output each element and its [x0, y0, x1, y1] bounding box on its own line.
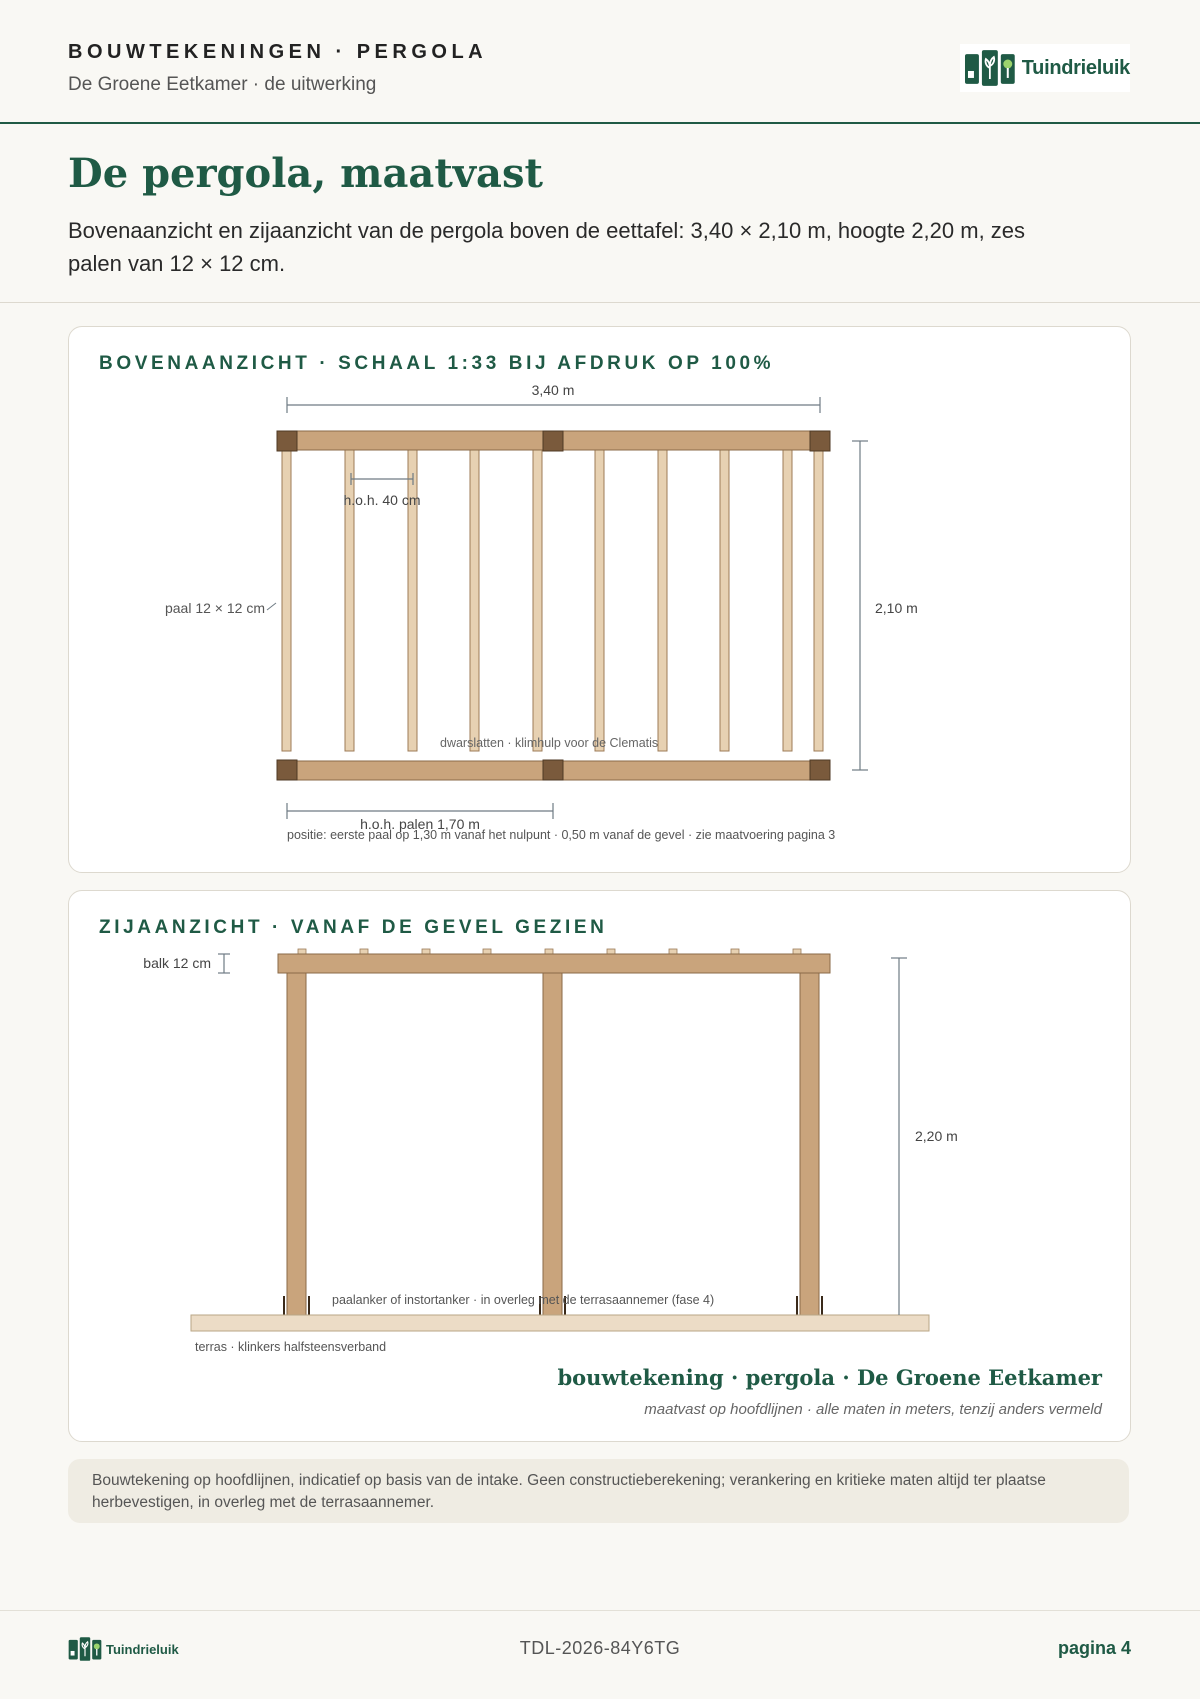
slat-end: [669, 949, 677, 954]
slat: [783, 431, 792, 751]
drawing-signature-title: bouwtekening · pergola · De Groene Eetkamer: [557, 1365, 1102, 1390]
side-post-left: [287, 973, 306, 1315]
header-subline: De Groene Eetkamer · de uitwerking: [68, 74, 377, 95]
slat: [658, 431, 667, 751]
top-view-card: [68, 326, 1131, 873]
slat-end: [360, 949, 368, 954]
slat-spacing-text: h.o.h. 40 cm: [343, 492, 421, 508]
slat-end: [298, 949, 306, 954]
top-view-label: BOVENAANZICHT · SCHAAL 1:33 BIJ AFDRUK OP 100%: [99, 353, 775, 374]
depth-dimension: [852, 441, 918, 770]
document-id: TDL-2026-84Y6TG: [519, 1638, 681, 1658]
slat-end: [731, 949, 739, 954]
post: [277, 431, 297, 451]
slat-end: [607, 949, 615, 954]
height-dimension-text: 2,20 m: [915, 1128, 958, 1144]
side-post-right: [800, 973, 819, 1315]
side-post-middle: [543, 973, 562, 1315]
side-beam: [278, 954, 830, 973]
slat-end: [545, 949, 553, 954]
post-label: paal 12 × 12 cm: [164, 600, 265, 616]
post: [543, 431, 563, 451]
slat: [533, 431, 542, 751]
page-title: De pergola, maatvast: [68, 150, 543, 197]
page-footer: [0, 1610, 1200, 1699]
page-lead: Bovenaanzicht en zijaanzicht van de pergola boven de eettafel: 3,40 × 2,10 m, hoogte 2,20 m, zes palen van 12 × 12 cm.: [68, 218, 1026, 276]
post: [277, 760, 297, 780]
anchor-note: paalanker of instortanker · in overleg met de terrasaannemer (fase 4): [332, 1293, 715, 1307]
slat-end: [422, 949, 430, 954]
page-number: pagina 4: [1057, 1638, 1131, 1658]
footer-logo-wordmark: Tuindrieluik: [106, 1641, 179, 1657]
header-eyebrow: BOUWTEKENINGEN · PERGOLA: [68, 41, 488, 63]
posts: [277, 431, 830, 780]
slat: [595, 431, 604, 751]
disclaimer-text: Bouwtekening op hoofdlijnen, indicatief op basis van de intake. Geen constructieberekening; verankering en kritieke maten altijd ter plaatse herbevestigen, in overleg met de terrasaannemer.: [92, 1472, 1046, 1511]
disclaimer-note: [68, 1459, 1129, 1523]
brand-logo: [960, 44, 1130, 92]
side-view-label: ZIJAANZICHT · VANAF DE GEVEL GEZIEN: [99, 917, 608, 938]
width-dimension: [287, 382, 820, 413]
slat-end: [793, 949, 801, 954]
slat-end: [483, 949, 491, 954]
top-view-drawing: [69, 327, 1130, 872]
side-view-drawing: [69, 891, 1130, 1441]
drawing-signature-subtitle: maatvast op hoofdlijnen · alle maten in meters, tenzij anders vermeld: [644, 1401, 1102, 1418]
slat: [720, 431, 729, 751]
slats-note: dwarslatten · klimhulp voor de Clematis: [440, 736, 659, 750]
post-leader-line: [267, 603, 276, 610]
position-note: positie: eerste paal op 1,30 m vanaf het nulpunt · 0,50 m vanaf de gevel · zie maatvoering pagina 3: [287, 828, 836, 842]
logo-wordmark: Tuindrieluik: [1021, 56, 1130, 79]
beam-label: balk 12 cm: [143, 955, 211, 971]
slat-ends: [298, 949, 801, 954]
page-header: [0, 0, 1200, 124]
divider: [0, 302, 1200, 303]
post: [810, 431, 830, 451]
slat: [814, 431, 823, 751]
slat: [470, 431, 479, 751]
width-dimension-text: 3,40 m: [531, 382, 575, 398]
tuindrieluik-logo-icon: [964, 49, 1016, 87]
terrace-slab: [191, 1315, 929, 1331]
post: [810, 760, 830, 780]
depth-dimension-text: 2,10 m: [875, 600, 918, 616]
terrace-note: terras · klinkers halfsteensverband: [195, 1340, 387, 1354]
slat: [282, 431, 291, 751]
height-dimension: [891, 958, 958, 1315]
side-view-card: [68, 890, 1131, 1442]
post-spacing-text: h.o.h. palen 1,70 m: [360, 816, 480, 832]
beam-height-marker: [218, 954, 230, 973]
post: [543, 760, 563, 780]
